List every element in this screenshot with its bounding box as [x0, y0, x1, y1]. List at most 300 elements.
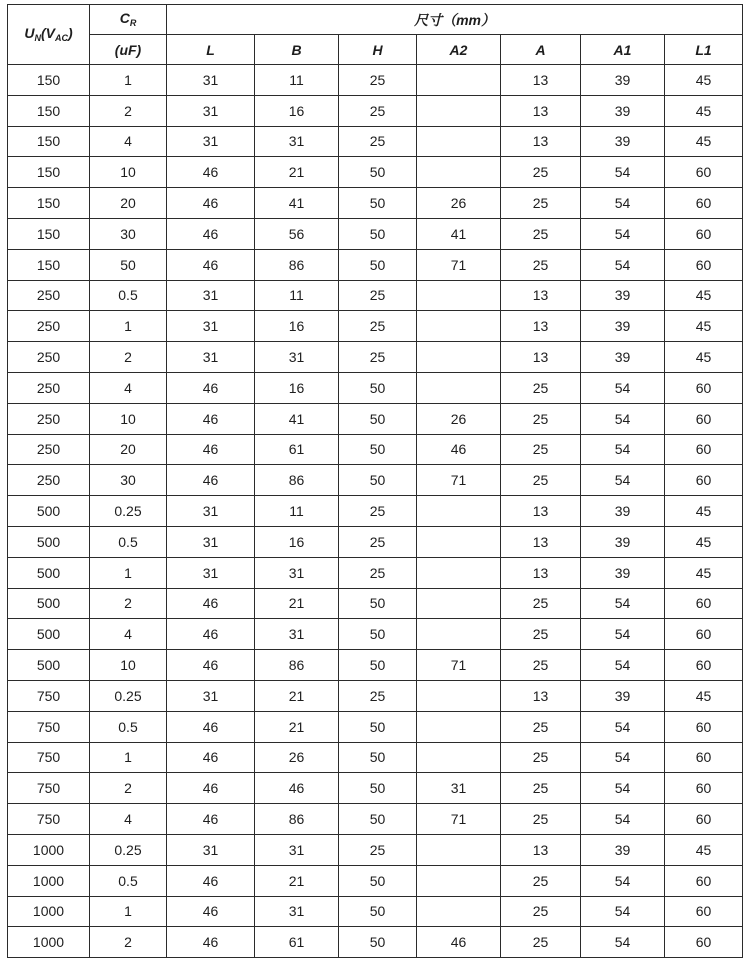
cell-a: 13	[501, 680, 581, 711]
cell-l1: 45	[665, 280, 743, 311]
cell-a2	[417, 619, 501, 650]
cell-voltage: 500	[8, 619, 90, 650]
cell-h: 25	[339, 557, 417, 588]
cell-h: 50	[339, 403, 417, 434]
cell-l1: 60	[665, 865, 743, 896]
cell-l1: 60	[665, 249, 743, 280]
cell-voltage: 1000	[8, 865, 90, 896]
cr-symbol: C	[119, 10, 130, 26]
cell-l: 46	[167, 372, 255, 403]
cell-l: 31	[167, 311, 255, 342]
cell-h: 25	[339, 95, 417, 126]
table-row	[8, 65, 743, 96]
cell-capacitance: 0.5	[90, 280, 167, 311]
cell-a: 25	[501, 157, 581, 188]
cell-b: 16	[255, 311, 339, 342]
cell-b: 61	[255, 927, 339, 958]
cell-a2	[417, 126, 501, 157]
cell-h: 25	[339, 680, 417, 711]
cell-h: 50	[339, 188, 417, 219]
cell-a2	[417, 311, 501, 342]
table-body	[8, 65, 743, 958]
cell-a2	[417, 865, 501, 896]
cell-a1: 39	[581, 126, 665, 157]
cell-a2: 26	[417, 403, 501, 434]
cell-capacitance: 10	[90, 157, 167, 188]
cell-a1: 39	[581, 280, 665, 311]
cell-a1: 54	[581, 157, 665, 188]
header-rated-voltage	[8, 5, 90, 65]
cell-a2: 46	[417, 927, 501, 958]
cell-voltage: 500	[8, 650, 90, 681]
cell-a1: 39	[581, 95, 665, 126]
cell-voltage: 250	[8, 434, 90, 465]
cell-a: 13	[501, 557, 581, 588]
cell-a2	[417, 680, 501, 711]
cell-l1: 60	[665, 804, 743, 835]
cell-l1: 60	[665, 465, 743, 496]
cell-l1: 45	[665, 834, 743, 865]
cell-l1: 45	[665, 65, 743, 96]
cell-capacitance: 2	[90, 927, 167, 958]
table-row	[8, 526, 743, 557]
cell-voltage: 750	[8, 742, 90, 773]
cell-a2: 71	[417, 804, 501, 835]
cell-voltage: 250	[8, 342, 90, 373]
table-row	[8, 773, 743, 804]
cell-h: 25	[339, 496, 417, 527]
cell-h: 50	[339, 865, 417, 896]
cell-l1: 60	[665, 896, 743, 927]
cell-a: 25	[501, 403, 581, 434]
cell-voltage: 1000	[8, 927, 90, 958]
cell-l: 46	[167, 896, 255, 927]
cell-capacitance: 30	[90, 218, 167, 249]
cell-h: 50	[339, 218, 417, 249]
cell-a: 25	[501, 927, 581, 958]
cell-h: 50	[339, 372, 417, 403]
table-row	[8, 711, 743, 742]
cell-capacitance: 0.25	[90, 680, 167, 711]
header-col-l: L	[167, 35, 255, 65]
cell-a: 25	[501, 465, 581, 496]
cell-voltage: 750	[8, 804, 90, 835]
cell-capacitance: 2	[90, 773, 167, 804]
cell-a: 13	[501, 280, 581, 311]
cell-l: 46	[167, 619, 255, 650]
cell-capacitance: 0.5	[90, 865, 167, 896]
cell-capacitance: 30	[90, 465, 167, 496]
cell-l: 46	[167, 865, 255, 896]
cell-capacitance: 10	[90, 650, 167, 681]
cell-a2	[417, 280, 501, 311]
table-row	[8, 834, 743, 865]
table-row	[8, 249, 743, 280]
cell-l: 31	[167, 526, 255, 557]
table-row	[8, 218, 743, 249]
cell-h: 50	[339, 742, 417, 773]
table-row	[8, 865, 743, 896]
un-subscript: N	[34, 33, 41, 43]
cell-voltage: 150	[8, 65, 90, 96]
cell-b: 21	[255, 865, 339, 896]
cell-voltage: 250	[8, 372, 90, 403]
cell-h: 25	[339, 311, 417, 342]
cell-a1: 39	[581, 496, 665, 527]
cell-b: 41	[255, 403, 339, 434]
cell-a2: 31	[417, 773, 501, 804]
cell-a: 25	[501, 218, 581, 249]
table-row	[8, 465, 743, 496]
cell-a: 25	[501, 619, 581, 650]
cell-voltage: 150	[8, 218, 90, 249]
cell-h: 25	[339, 280, 417, 311]
cell-a: 25	[501, 804, 581, 835]
cell-capacitance: 4	[90, 619, 167, 650]
cell-b: 46	[255, 773, 339, 804]
cell-l: 46	[167, 927, 255, 958]
cell-l: 46	[167, 465, 255, 496]
table-row	[8, 742, 743, 773]
cell-h: 25	[339, 834, 417, 865]
cell-b: 16	[255, 372, 339, 403]
cell-a1: 54	[581, 804, 665, 835]
cell-h: 50	[339, 804, 417, 835]
cell-a1: 39	[581, 311, 665, 342]
cell-l: 46	[167, 804, 255, 835]
cell-a1: 54	[581, 434, 665, 465]
cell-a1: 54	[581, 465, 665, 496]
cell-voltage: 750	[8, 680, 90, 711]
table-row	[8, 680, 743, 711]
cell-voltage: 150	[8, 249, 90, 280]
cell-capacitance: 50	[90, 249, 167, 280]
table-row	[8, 588, 743, 619]
cell-l1: 60	[665, 650, 743, 681]
cell-voltage: 750	[8, 711, 90, 742]
cell-b: 86	[255, 650, 339, 681]
table-row	[8, 95, 743, 126]
cell-voltage: 1000	[8, 834, 90, 865]
cell-capacitance: 2	[90, 588, 167, 619]
cell-a2	[417, 896, 501, 927]
cell-a: 25	[501, 711, 581, 742]
table-row	[8, 927, 743, 958]
cell-voltage: 250	[8, 311, 90, 342]
cell-h: 50	[339, 773, 417, 804]
cell-voltage: 150	[8, 188, 90, 219]
table-row	[8, 372, 743, 403]
table-row	[8, 619, 743, 650]
header-capacitance-unit: (uF)	[90, 35, 167, 65]
cell-a: 13	[501, 65, 581, 96]
un-unit-close: )	[67, 25, 73, 41]
cell-a2	[417, 65, 501, 96]
cell-a: 25	[501, 588, 581, 619]
cell-a: 25	[501, 773, 581, 804]
cell-b: 86	[255, 465, 339, 496]
cell-b: 31	[255, 834, 339, 865]
cell-voltage: 250	[8, 403, 90, 434]
cell-a1: 54	[581, 865, 665, 896]
cell-a2	[417, 711, 501, 742]
table-row	[8, 157, 743, 188]
cell-h: 25	[339, 526, 417, 557]
header-row-2	[8, 35, 743, 65]
cell-capacitance: 1	[90, 742, 167, 773]
cell-l1: 45	[665, 95, 743, 126]
table-row	[8, 342, 743, 373]
cell-h: 50	[339, 927, 417, 958]
table-row	[8, 403, 743, 434]
cell-h: 50	[339, 434, 417, 465]
cell-l1: 45	[665, 496, 743, 527]
cell-voltage: 500	[8, 496, 90, 527]
cell-b: 31	[255, 896, 339, 927]
cell-b: 86	[255, 249, 339, 280]
cell-a1: 39	[581, 526, 665, 557]
cell-l1: 45	[665, 526, 743, 557]
cell-a1: 54	[581, 619, 665, 650]
cell-l: 31	[167, 95, 255, 126]
cell-a: 25	[501, 434, 581, 465]
cell-a1: 54	[581, 403, 665, 434]
cell-b: 61	[255, 434, 339, 465]
cell-l1: 45	[665, 680, 743, 711]
cell-capacitance: 1	[90, 557, 167, 588]
cell-capacitance: 20	[90, 434, 167, 465]
table-row	[8, 311, 743, 342]
cell-a2	[417, 496, 501, 527]
cell-b: 11	[255, 280, 339, 311]
header-col-l1: L1	[665, 35, 743, 65]
cell-l1: 60	[665, 619, 743, 650]
cell-l: 46	[167, 188, 255, 219]
cell-b: 21	[255, 588, 339, 619]
cell-voltage: 150	[8, 157, 90, 188]
cell-l1: 60	[665, 588, 743, 619]
cell-a: 25	[501, 896, 581, 927]
cell-l1: 60	[665, 742, 743, 773]
cell-h: 25	[339, 126, 417, 157]
header-row-1	[8, 5, 743, 35]
cell-capacitance: 1	[90, 311, 167, 342]
cell-h: 25	[339, 65, 417, 96]
cell-b: 11	[255, 496, 339, 527]
cell-a1: 54	[581, 188, 665, 219]
header-col-a1: A1	[581, 35, 665, 65]
cell-a2: 71	[417, 249, 501, 280]
cell-a1: 54	[581, 896, 665, 927]
table-row	[8, 188, 743, 219]
spec-table-container	[7, 4, 743, 958]
cell-a1: 54	[581, 773, 665, 804]
capacitor-dimension-table	[7, 4, 743, 958]
cell-a2: 46	[417, 434, 501, 465]
table-row	[8, 434, 743, 465]
cell-a2	[417, 526, 501, 557]
cell-l: 31	[167, 496, 255, 527]
cell-a1: 39	[581, 834, 665, 865]
cell-a1: 39	[581, 680, 665, 711]
cell-a2	[417, 834, 501, 865]
cell-l1: 60	[665, 711, 743, 742]
cell-a: 25	[501, 865, 581, 896]
cell-a: 13	[501, 496, 581, 527]
cell-h: 50	[339, 588, 417, 619]
cell-l1: 60	[665, 927, 743, 958]
cell-l: 46	[167, 588, 255, 619]
table-row	[8, 896, 743, 927]
cell-a2	[417, 372, 501, 403]
cell-voltage: 250	[8, 280, 90, 311]
cell-l: 31	[167, 557, 255, 588]
cell-l: 31	[167, 65, 255, 96]
cell-a: 13	[501, 342, 581, 373]
cell-voltage: 500	[8, 588, 90, 619]
cell-l1: 45	[665, 126, 743, 157]
cell-l: 46	[167, 403, 255, 434]
header-dimensions: 尺寸（mm）	[167, 5, 743, 35]
cell-a: 25	[501, 188, 581, 219]
cell-a: 25	[501, 249, 581, 280]
cell-b: 31	[255, 126, 339, 157]
cell-b: 26	[255, 742, 339, 773]
cell-a2	[417, 557, 501, 588]
un-unit-subscript: AC	[54, 33, 68, 43]
cell-voltage: 1000	[8, 896, 90, 927]
cell-h: 50	[339, 249, 417, 280]
table-row	[8, 496, 743, 527]
header-col-h: H	[339, 35, 417, 65]
cell-b: 31	[255, 557, 339, 588]
cell-l: 46	[167, 434, 255, 465]
cell-capacitance: 0.25	[90, 834, 167, 865]
cell-a1: 54	[581, 218, 665, 249]
cell-a2	[417, 742, 501, 773]
cell-l: 46	[167, 157, 255, 188]
cell-capacitance: 10	[90, 403, 167, 434]
cell-b: 21	[255, 711, 339, 742]
cell-capacitance: 4	[90, 804, 167, 835]
table-row	[8, 804, 743, 835]
cell-a1: 39	[581, 342, 665, 373]
cell-capacitance: 4	[90, 372, 167, 403]
cell-l1: 45	[665, 311, 743, 342]
cell-l1: 60	[665, 157, 743, 188]
cell-b: 31	[255, 619, 339, 650]
cell-l: 46	[167, 249, 255, 280]
cell-l1: 60	[665, 773, 743, 804]
cell-voltage: 750	[8, 773, 90, 804]
cell-b: 16	[255, 95, 339, 126]
cell-l: 31	[167, 126, 255, 157]
cell-a2	[417, 588, 501, 619]
cell-l: 31	[167, 834, 255, 865]
header-col-a: A	[501, 35, 581, 65]
cell-h: 25	[339, 342, 417, 373]
cell-a: 13	[501, 834, 581, 865]
cell-capacitance: 1	[90, 896, 167, 927]
cell-l: 46	[167, 650, 255, 681]
cell-l1: 60	[665, 434, 743, 465]
cell-a: 13	[501, 126, 581, 157]
cell-capacitance: 2	[90, 95, 167, 126]
cell-b: 86	[255, 804, 339, 835]
cell-l: 46	[167, 711, 255, 742]
cell-voltage: 500	[8, 526, 90, 557]
cell-capacitance: 0.5	[90, 711, 167, 742]
cell-a: 13	[501, 526, 581, 557]
cell-capacitance: 2	[90, 342, 167, 373]
cell-a2: 71	[417, 465, 501, 496]
cell-l: 46	[167, 742, 255, 773]
cell-a2: 41	[417, 218, 501, 249]
cell-b: 41	[255, 188, 339, 219]
cell-l1: 60	[665, 372, 743, 403]
table-row	[8, 650, 743, 681]
cell-a1: 54	[581, 588, 665, 619]
table-row	[8, 126, 743, 157]
header-col-b: B	[255, 35, 339, 65]
cell-a2	[417, 157, 501, 188]
table-row	[8, 280, 743, 311]
un-symbol: U	[24, 25, 35, 41]
cell-voltage: 250	[8, 465, 90, 496]
cell-l1: 45	[665, 557, 743, 588]
cell-h: 50	[339, 619, 417, 650]
cell-l: 46	[167, 773, 255, 804]
cell-a1: 39	[581, 65, 665, 96]
cell-voltage: 500	[8, 557, 90, 588]
cell-b: 11	[255, 65, 339, 96]
cell-l: 46	[167, 218, 255, 249]
cell-l1: 45	[665, 342, 743, 373]
cell-l1: 60	[665, 188, 743, 219]
cell-l: 31	[167, 342, 255, 373]
cell-capacitance: 0.5	[90, 526, 167, 557]
header-capacitance	[90, 5, 167, 35]
cell-a2: 71	[417, 650, 501, 681]
cell-capacitance: 1	[90, 65, 167, 96]
cell-a: 25	[501, 372, 581, 403]
cell-a2: 26	[417, 188, 501, 219]
cell-a1: 54	[581, 249, 665, 280]
cr-subscript: R	[129, 18, 137, 28]
cell-a: 25	[501, 742, 581, 773]
cell-voltage: 150	[8, 126, 90, 157]
cell-l: 31	[167, 680, 255, 711]
cell-b: 16	[255, 526, 339, 557]
cell-a: 13	[501, 95, 581, 126]
cell-capacitance: 20	[90, 188, 167, 219]
un-unit-open: (V	[40, 25, 55, 41]
cell-a: 13	[501, 311, 581, 342]
cell-b: 56	[255, 218, 339, 249]
cell-b: 21	[255, 680, 339, 711]
header-col-a2: A2	[417, 35, 501, 65]
cell-a: 25	[501, 650, 581, 681]
cell-a1: 54	[581, 372, 665, 403]
cell-b: 31	[255, 342, 339, 373]
cell-a1: 54	[581, 927, 665, 958]
cell-l: 31	[167, 280, 255, 311]
cell-l1: 60	[665, 403, 743, 434]
table-row	[8, 557, 743, 588]
cell-a1: 54	[581, 742, 665, 773]
cell-a2	[417, 95, 501, 126]
cell-capacitance: 0.25	[90, 496, 167, 527]
